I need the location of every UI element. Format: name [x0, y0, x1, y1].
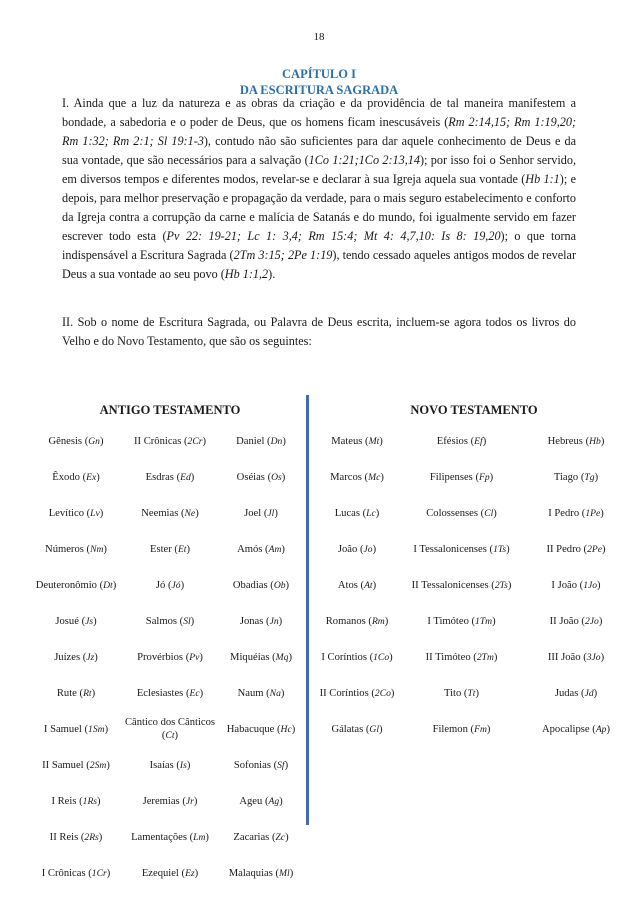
book-cell: I Reis (1Rs) — [51, 795, 101, 807]
book-name: Oséias — [236, 471, 268, 483]
book-abbreviation: Jó — [171, 579, 181, 591]
book-cell: Cântico dos Cânticos (Ct) — [124, 717, 216, 741]
book-name: Gênesis — [48, 435, 85, 447]
book-abbreviation: Os — [271, 471, 282, 483]
book-cell: Miquéias (Mq) — [230, 651, 292, 663]
new-testament-header: NOVO TESTAMENTO — [410, 403, 538, 417]
scripture-reference: 2Tm 3:15; 2Pe 1:19 — [233, 248, 333, 262]
table-row — [0, 819, 638, 855]
book-name: Filipenses — [429, 471, 476, 483]
book-abbreviation: 1Rs — [82, 795, 98, 807]
book-abbreviation: Ob — [273, 579, 286, 591]
book-name: I João — [551, 579, 580, 591]
book-cell: Marcos (Mc) — [330, 471, 384, 483]
table-row — [0, 675, 638, 711]
book-cell: II Timóteo (2Tm) — [425, 651, 498, 663]
book-cell: Neemias (Ne) — [141, 507, 199, 519]
book-abbreviation: 2Cr — [187, 435, 203, 447]
book-name: Sofonias — [233, 759, 274, 771]
book-name: Lucas — [334, 507, 363, 519]
book-abbreviation: Mc — [368, 471, 381, 483]
book-cell: Provérbios (Pv) — [137, 651, 203, 663]
book-name: II Tessalonicenses — [411, 579, 492, 591]
book-abbreviation: Ez — [185, 867, 195, 879]
book-name: Malaquias — [228, 867, 276, 879]
book-name: Marcos — [330, 471, 365, 483]
book-name: Obadias — [232, 579, 271, 591]
book-abbreviation: Ag — [268, 795, 280, 807]
book-abbreviation: 2Jo — [584, 615, 599, 627]
book-cell: Salmos (Sl) — [145, 615, 195, 627]
book-cell: I Timóteo (1Tm) — [427, 615, 496, 627]
book-name: Apocalipse — [541, 723, 593, 735]
book-cell: Malaquias (Ml) — [228, 867, 294, 879]
book-name: Tito — [443, 687, 464, 699]
book-cell: Jonas (Jn) — [239, 615, 283, 627]
book-name: Jó — [155, 579, 168, 591]
book-cell: Judas (Jd) — [554, 687, 598, 699]
book-cell: I Tessalonicenses (1Ts) — [413, 543, 510, 555]
book-name: Levítico — [48, 507, 87, 519]
book-abbreviation: Dt — [103, 579, 113, 591]
book-abbreviation: Ed — [180, 471, 191, 483]
book-name: Hebreus — [547, 435, 586, 447]
book-cell: Lamentações (Lm) — [131, 831, 209, 843]
book-name: II Coríntios — [319, 687, 372, 699]
table-row — [0, 495, 638, 531]
book-abbreviation: Lc — [366, 507, 376, 519]
paragraph-text: I. Ainda que a luz da natureza e as obras da criação e da providência de tal maneira manifestem a bondade, a sabedoria e o poder de Deus, que os homens ficam inescusáveis ( — [62, 96, 576, 129]
table-row — [0, 423, 638, 459]
book-abbreviation: 2Ts — [494, 579, 508, 591]
book-cell: I Pedro (1Pe) — [548, 507, 604, 519]
book-abbreviation: 1Ts — [493, 543, 507, 555]
book-cell: Êxodo (Ex) — [52, 471, 100, 483]
book-abbreviation: 3Jo — [586, 651, 601, 663]
book-name: Rute — [56, 687, 80, 699]
book-cell: Naum (Na) — [237, 687, 285, 699]
book-name: Esdras — [145, 471, 177, 483]
book-abbreviation: Na — [269, 687, 281, 699]
paragraph-text: ), tendo cessado aqueles antigos modos de revelar Deus a sua vontade ao seu povo ( — [62, 248, 577, 281]
book-name: Jonas — [239, 615, 267, 627]
book-cell: Ester (Et) — [149, 543, 190, 555]
book-abbreviation: 2Co — [374, 687, 391, 699]
book-cell: Jeremias (Jr) — [142, 795, 198, 807]
chapter-title: CAPÍTULO I — [282, 67, 356, 81]
book-cell: Sofonias (Sf) — [233, 759, 289, 771]
book-cell: II Pedro (2Pe) — [546, 543, 606, 555]
book-abbreviation: 1Cr — [91, 867, 107, 879]
book-cell: Gênesis (Gn) — [48, 435, 104, 447]
book-name: I Pedro — [548, 507, 582, 519]
book-name: Judas — [554, 687, 582, 699]
book-cell: Juízes (Jz) — [54, 651, 98, 663]
book-abbreviation: Jd — [584, 687, 594, 699]
book-abbreviation: At — [364, 579, 373, 591]
book-cell: Ezequiel (Ez) — [141, 867, 199, 879]
book-cell: Obadias (Ob) — [232, 579, 290, 591]
book-name: Jeremias — [142, 795, 183, 807]
book-name: Isaías — [149, 759, 177, 771]
book-abbreviation: Jn — [269, 615, 279, 627]
book-abbreviation: Rt — [83, 687, 92, 699]
book-abbreviation: Et — [177, 543, 187, 555]
book-name: II Timóteo — [425, 651, 474, 663]
book-cell: I João (1Jo) — [551, 579, 601, 591]
table-row — [0, 603, 638, 639]
book-abbreviation: 1Pe — [585, 507, 601, 519]
book-cell: II Reis (2Rs) — [49, 831, 103, 843]
book-cell: I Coríntios (1Co) — [321, 651, 393, 663]
book-abbreviation: Ct — [165, 730, 175, 741]
table-row — [0, 639, 638, 675]
book-name: Deuteronômio — [35, 579, 100, 591]
book-abbreviation: 1Sm — [88, 723, 105, 735]
book-abbreviation: Sl — [183, 615, 191, 627]
book-name: III João — [547, 651, 584, 663]
book-abbreviation: Tg — [584, 471, 595, 483]
scripture-reference: Hb 1:1 — [525, 172, 560, 186]
book-name: Provérbios — [137, 651, 186, 663]
book-cell: Levítico (Lv) — [48, 507, 104, 519]
book-abbreviation: 2Tm — [476, 651, 494, 663]
book-abbreviation: Cl — [484, 507, 494, 519]
book-name: Salmos — [145, 615, 180, 627]
book-abbreviation: Gl — [369, 723, 379, 735]
book-cell: I Samuel (1Sm) — [43, 723, 109, 735]
book-name: Josué — [55, 615, 82, 627]
book-name: Miquéias — [230, 651, 273, 663]
book-cell: I Crônicas (1Cr) — [41, 867, 111, 879]
book-abbreviation: Am — [268, 543, 282, 555]
book-name: Romanos — [325, 615, 369, 627]
book-cell: III João (3Jo) — [547, 651, 605, 663]
book-cell: II João (2Jo) — [549, 615, 603, 627]
table-row — [0, 855, 638, 891]
book-name: Ester — [149, 543, 175, 555]
book-name: Naum — [237, 687, 267, 699]
book-name: I Coríntios — [321, 651, 370, 663]
book-cell: Filemon (Fm) — [432, 723, 491, 735]
book-abbreviation: Rm — [371, 615, 385, 627]
book-abbreviation: 1Tm — [475, 615, 493, 627]
book-cell: II Coríntios (2Co) — [319, 687, 395, 699]
table-row — [0, 531, 638, 567]
book-abbreviation: Jo — [363, 543, 373, 555]
book-name: Tiago — [553, 471, 581, 483]
book-name: Habacuque — [226, 723, 278, 735]
book-name: Ezequiel — [141, 867, 182, 879]
book-cell: II Crônicas (2Cr) — [133, 435, 206, 447]
book-name: Juízes — [54, 651, 83, 663]
book-name: Números — [45, 543, 87, 555]
book-cell: Números (Nm) — [45, 543, 107, 555]
book-name: II Pedro — [546, 543, 584, 555]
book-name: II João — [549, 615, 582, 627]
book-abbreviation: Sf — [277, 759, 285, 771]
book-abbreviation: Lm — [193, 831, 206, 843]
book-name: João — [337, 543, 360, 555]
book-cell: Esdras (Ed) — [145, 471, 195, 483]
book-cell: Gálatas (Gl) — [331, 723, 383, 735]
table-row — [0, 567, 638, 603]
book-abbreviation: Js — [85, 615, 94, 627]
book-cell: Eclesiastes (Ec) — [136, 687, 204, 699]
book-name: Filemon — [432, 723, 471, 735]
book-name: I Timóteo — [427, 615, 472, 627]
book-abbreviation: Mq — [275, 651, 289, 663]
book-cell: Joel (Jl) — [244, 507, 278, 519]
paragraph-text: ), contudo não são suficientes para dar aquele conhecimento de Deus e da sua vontade, que são necessários para a salvação ( — [62, 134, 576, 167]
book-cell: Hebreus (Hb) — [547, 435, 605, 447]
book-name: Efésios — [436, 435, 471, 447]
book-name: Zacarias — [233, 831, 272, 843]
book-cell: II Tessalonicenses (2Ts) — [411, 579, 512, 591]
book-abbreviation: Nm — [90, 543, 104, 555]
book-abbreviation: Jz — [86, 651, 95, 663]
book-name: Lamentações — [131, 831, 190, 843]
chapter-subtitle: DA ESCRITURA SAGRADA — [239, 83, 399, 97]
table-row — [0, 783, 638, 819]
book-cell: Colossenses (Cl) — [426, 507, 497, 519]
book-name: Neemias — [141, 507, 181, 519]
book-name: I Samuel — [43, 723, 85, 735]
book-abbreviation: Ne — [184, 507, 196, 519]
book-cell: Amós (Am) — [237, 543, 285, 555]
book-name: II Samuel — [42, 759, 87, 771]
book-abbreviation: Ml — [279, 867, 290, 879]
page-number: 18 — [313, 31, 325, 43]
book-cell: Josué (Js) — [55, 615, 97, 627]
book-name: II Crônicas — [133, 435, 184, 447]
book-name: Êxodo — [52, 471, 83, 483]
book-abbreviation: Mt — [368, 435, 380, 447]
book-cell: Lucas (Lc) — [334, 507, 380, 519]
book-abbreviation: 2Pe — [587, 543, 602, 555]
book-abbreviation: 1Co — [373, 651, 390, 663]
book-abbreviation: Dn — [270, 435, 283, 447]
book-cell: Tiago (Tg) — [553, 471, 599, 483]
book-name: Daniel — [236, 435, 268, 447]
book-name: I Crônicas — [41, 867, 89, 879]
book-name: Cântico dos Cânticos — [124, 717, 216, 728]
book-cell: Ageu (Ag) — [239, 795, 283, 807]
book-abbreviation: Pv — [189, 651, 200, 663]
paragraph-text: ); por isso foi o Senhor servido, em diversos tempos e diferentes modos, revelar-se e declarar à sua Igreja aquela sua vontade ( — [62, 153, 576, 186]
table-row — [0, 747, 638, 783]
book-cell: Mateus (Mt) — [331, 435, 383, 447]
book-cell: Rute (Rt) — [56, 687, 96, 699]
book-cell: Jó (Jó) — [155, 579, 185, 591]
book-name: I Reis — [51, 795, 80, 807]
book-abbreviation: Jl — [267, 507, 275, 519]
book-cell: João (Jo) — [337, 543, 377, 555]
book-cell: Atos (At) — [337, 579, 377, 591]
book-name: Amós — [237, 543, 266, 555]
book-cell: Deuteronômio (Dt) — [35, 579, 117, 591]
table-row — [0, 711, 638, 747]
book-abbreviation: Zc — [275, 831, 286, 843]
book-name: Colossenses — [426, 507, 481, 519]
book-name: Eclesiastes — [136, 687, 186, 699]
book-abbreviation: Is — [179, 759, 187, 771]
book-cell: Apocalipse (Ap) — [541, 723, 611, 735]
book-name: II Reis — [49, 831, 81, 843]
book-name: Atos — [337, 579, 361, 591]
book-abbreviation: Ex — [86, 471, 97, 483]
book-name: I Tessalonicenses — [413, 543, 490, 555]
book-abbreviation: 2Sm — [89, 759, 107, 771]
book-cell: Oséias (Os) — [236, 471, 286, 483]
book-abbreviation: Ef — [474, 435, 483, 447]
scripture-reference: Rm 2:14,15; Rm 1:19,20; Rm 1:32; Rm 2:1; Sl 19:1-3 — [62, 115, 576, 148]
book-name: Ageu — [239, 795, 265, 807]
table-row — [0, 459, 638, 495]
book-name: Joel — [244, 507, 264, 519]
book-abbreviation: Ap — [595, 723, 607, 735]
book-abbreviation: Ec — [189, 687, 200, 699]
old-testament-header: ANTIGO TESTAMENTO — [99, 403, 241, 417]
scripture-reference: 1Co 1:21;1Co 2:13,14 — [308, 153, 420, 167]
book-name: Gálatas — [331, 723, 366, 735]
book-abbreviation: Lv — [90, 507, 100, 519]
book-cell: Isaías (Is) — [149, 759, 191, 771]
paragraph-1 — [62, 94, 576, 284]
book-cell: Tito (Tt) — [443, 687, 479, 699]
book-cell: Habacuque (Hc) — [226, 723, 296, 735]
book-abbreviation: 1Jo — [583, 579, 598, 591]
book-cell: Daniel (Dn) — [236, 435, 286, 447]
book-name: Mateus — [331, 435, 366, 447]
paragraph-2: II. Sob o nome de Escritura Sagrada, ou Palavra de Deus escrita, incluem-se agora todos os livros do Velho e do Novo Testamento, que são os seguintes: — [62, 315, 576, 348]
book-abbreviation: Gn — [88, 435, 100, 447]
book-abbreviation: Fm — [474, 723, 487, 735]
paragraph-text: ); e depois, para melhor preservação e propagação da verdade, para o mais seguro estabelecimento e conforto da Igreja contra a corrupção da carne e malícia de Satanás e do mundo, foi igualmente servido em fazer escrever todo esta ( — [62, 172, 576, 243]
paragraph-text: ); o que torna indispensável a Escritura Sagrada ( — [62, 229, 576, 262]
book-abbreviation: Tt — [467, 687, 476, 699]
book-cell: Romanos (Rm) — [325, 615, 389, 627]
book-abbreviation: Fp — [478, 471, 490, 483]
book-abbreviation: 2Rs — [84, 831, 99, 843]
book-abbreviation: Jr — [185, 795, 194, 807]
book-cell: II Samuel (2Sm) — [42, 759, 110, 771]
scripture-reference: Hb 1:1,2 — [224, 267, 269, 281]
book-abbreviation: Hb — [589, 435, 601, 447]
book-cell: Zacarias (Zc) — [233, 831, 289, 843]
scripture-reference: Pv 22: 19-21; Lc 1: 3,4; Rm 15:4; Mt 4: 4,7,10: Is 8: 19,20 — [166, 229, 501, 243]
book-cell: Efésios (Ef) — [436, 435, 487, 447]
paragraph-text: ). — [268, 267, 276, 281]
book-cell: Filipenses (Fp) — [429, 471, 494, 483]
book-abbreviation: Hc — [280, 723, 292, 735]
